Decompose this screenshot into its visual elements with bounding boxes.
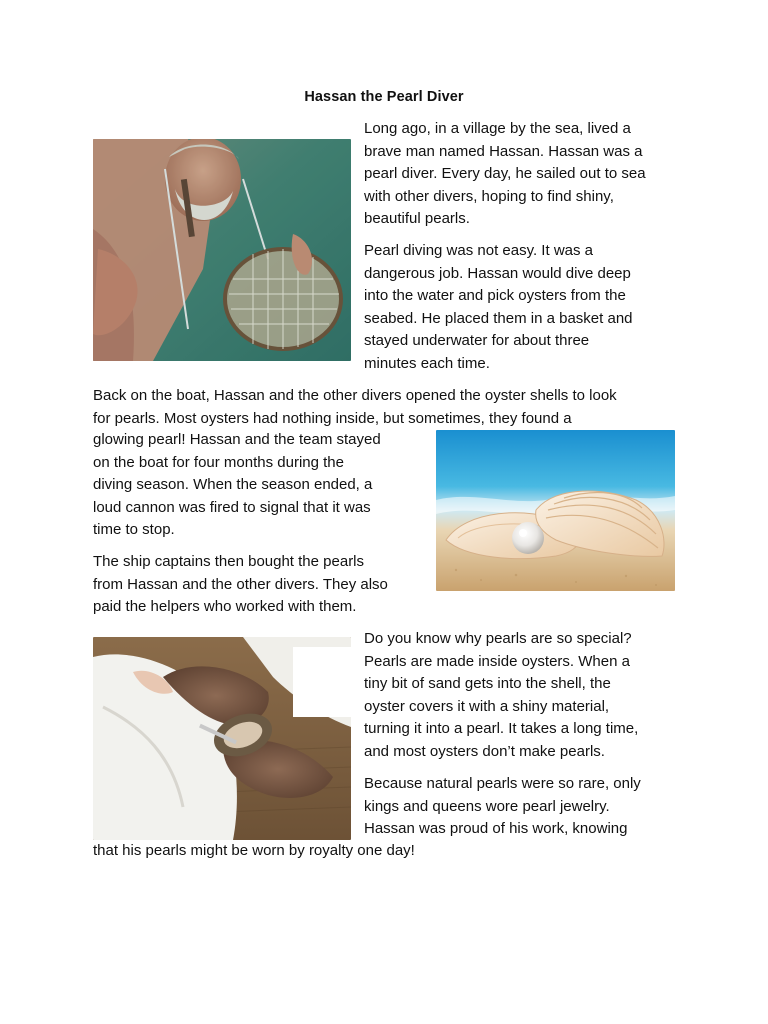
paragraph-5: Do you know why pearls are so special? Pearls are made inside oysters. When a tiny bit of sand gets into the shell, the oyster covers it with a shiny material, turning it into a pearl. It takes a long time, and most oysters don’t make pearls. [364,630,639,760]
paragraph-6: Because natural pearls were so rare, only kings and queens wore pearl jewelry. Hassan was proud of his work, knowing [364,775,641,837]
paragraph-6-continued: that his pearls might be worn by royalty one day! [93,842,415,859]
paragraph-3-continued: glowing pearl! Hassan and the team stayed on the boat for four months during the diving season. When the season ended, a loud cannon was fired to signal that it was time to stop. [93,431,381,538]
paragraph-4: The ship captains then bought the pearls from Hassan and the other divers. They also paid the helpers who worked with them. [93,553,388,615]
page-title: Hassan the Pearl Diver [304,89,464,105]
paragraph-2: Pearl diving was not easy. It was a dangerous job. Hassan would dive deep into the water and pick oysters from the seabed. He placed them in a basket and stayed underwater for about three minutes each time. [364,242,633,372]
paragraph-3: Back on the boat, Hassan and the other divers opened the oyster shells to look for pearls. Most oysters had nothing inside, but sometimes, they found a [93,387,617,427]
diver-photo [93,139,351,361]
paragraph-1: Long ago, in a village by the sea, lived a brave man named Hassan. Hassan was a pearl diver. Every day, he sailed out to sea with other divers, hoping to find shiny, beautiful pearls. [364,120,646,227]
pearl-shell-photo [436,430,675,591]
oyster-hands-photo [93,637,351,840]
